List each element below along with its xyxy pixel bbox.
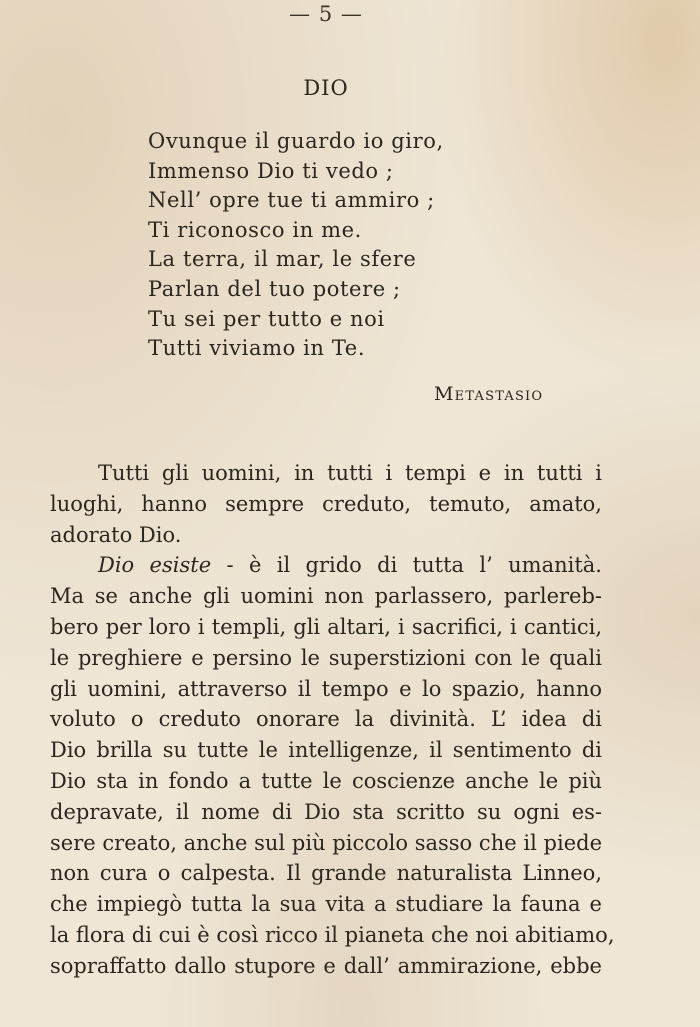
prose-line: Tutti gli uomini, in tutti i tempi e in tutti i [98, 461, 602, 485]
prose-line: la flora di cui è così ricco il pianeta che noi abitiamo, [50, 922, 615, 947]
italic-phrase: Dio esiste [98, 553, 212, 578]
prose-line: sere creato, anche sul più piccolo sasso che il piede [50, 830, 602, 855]
prose-line: Dio sta in fondo a tutte le coscienze anche le più [50, 768, 602, 793]
prose-line: depravate, il nome di Dio sta scritto su ogni es- [50, 799, 602, 824]
prose-line [50, 550, 602, 581]
prose-line: Ma se anche gli uomini non parlassero, parlereb- [50, 584, 602, 609]
prose-line: bero per loro i templi, gli altari, i sacrifici, i cantici, [50, 614, 602, 639]
prose-line: gli uomini, attraverso il tempo e lo spazio, hanno [50, 676, 602, 701]
poem-line: Parlan del tuo potere ; [148, 276, 401, 301]
poem-line: La terra, il mar, le sfere [148, 247, 417, 272]
prose-line: Dio brilla su tutte le intelligenze, il sentimento di [50, 738, 602, 763]
prose-line: le preghiere e persino le superstizioni con le quali [50, 645, 602, 670]
poem-line: Nell’ opre tue ti ammiro ; [148, 188, 435, 213]
poem-line: Ovunque il guardo io giro, [148, 129, 444, 153]
poem-line: Tutti viviamo in Te. [148, 336, 366, 361]
prose-line: che impiegò tutta la sua vita a studiare la fauna e [50, 892, 602, 917]
prose-line-text: - è il grido di tutta l’ umanità. [226, 553, 602, 578]
poem-line: Ti riconosco in me. [148, 217, 362, 242]
poem-author: Metastasio [434, 383, 544, 405]
poem-line: Immenso Dio ti vedo ; [148, 158, 394, 183]
poem-line: Tu sei per tutto e noi [148, 306, 385, 331]
prose-body [50, 458, 615, 982]
prose-line: sopraffatto dallo stupore e dall’ ammirazione, ebbe [50, 953, 602, 978]
prose-line: non cura o calpesta. Il grande naturalista Linneo, [50, 861, 602, 886]
poem [148, 127, 444, 364]
prose-line: adorato Dio. [50, 522, 182, 547]
poem-title: DIO [303, 76, 349, 100]
prose-line: luoghi, hanno sempre creduto, temuto, amato, [50, 491, 602, 516]
prose-line: voluto o creduto onorare la divinità. L’ idea di [50, 707, 602, 732]
page-number: — 5 — [289, 2, 363, 26]
